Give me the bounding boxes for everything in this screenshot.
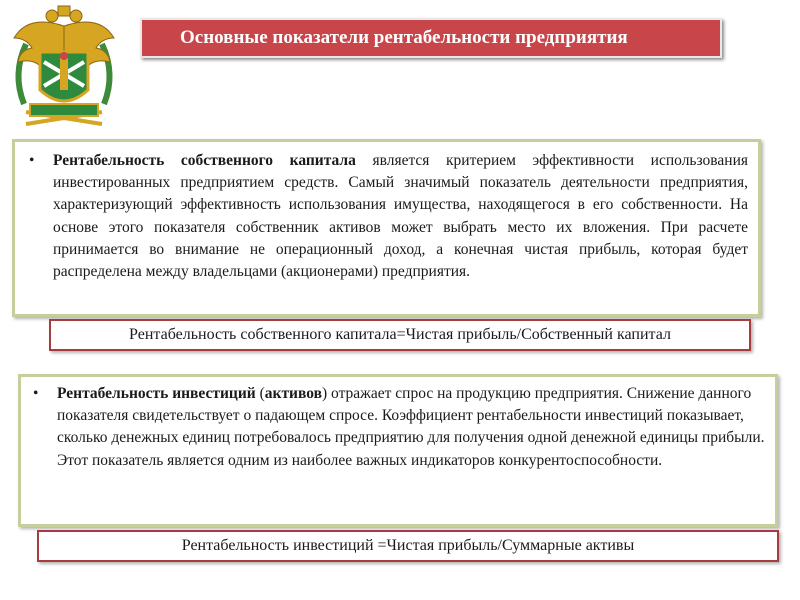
equity-lead-term: Рентабельность собственного капитала	[53, 152, 356, 169]
investment-body-text: отражает спрос на продукцию предприятия. Снижение данного показателя свидетельствует о падающем спросе. Коэффициент рентабельности инвестиций показывает, сколько денежных единиц потребовалось предприятию для получения одной денежной единицы прибыли. Этот показатель является одним из наиболее важных индикаторов конкурентоспособности.	[57, 385, 765, 469]
equity-body-text: является критерием эффективности использования инвестированных предприятием средств. Самый значимый показатель деятельности предприятия, характеризующий эффективность использования имущества, находящегося в его собственности. На основе этого показателя собственник активов может выбрать место их вложения. При расчете принимается во внимание не операционный доход, а конечная чистая прибыль, которая будет распределена между владельцами (акционерами) предприятия.	[53, 152, 748, 281]
investment-paragraph-text	[57, 383, 765, 472]
bullet: •	[29, 152, 35, 169]
investment-lead-paren-word: активов	[264, 385, 322, 402]
title-banner	[140, 18, 722, 58]
investment-lead-paren-close: )	[322, 385, 328, 402]
emblem	[6, 4, 122, 132]
investment-formula-box	[37, 530, 779, 562]
bullet: •	[33, 385, 39, 402]
equity-formula: Рентабельность собственного капитала=Чистая прибыль/Собственный капитал	[129, 326, 671, 343]
customs-eagle-emblem-icon	[6, 4, 122, 132]
investment-description-box	[18, 374, 778, 527]
page-title: Основные показатели рентабельности предприятия	[180, 27, 628, 48]
investment-paragraph	[33, 383, 765, 472]
equity-paragraph	[29, 150, 748, 283]
equity-description-box	[12, 139, 761, 317]
equity-formula-box	[49, 319, 751, 351]
investment-lead-term: Рентабельность инвестиций	[57, 385, 256, 402]
investment-lead-paren-open: (	[255, 385, 265, 402]
investment-formula: Рентабельность инвестиций =Чистая прибыль/Суммарные активы	[181, 537, 635, 554]
equity-paragraph-text	[53, 150, 748, 283]
